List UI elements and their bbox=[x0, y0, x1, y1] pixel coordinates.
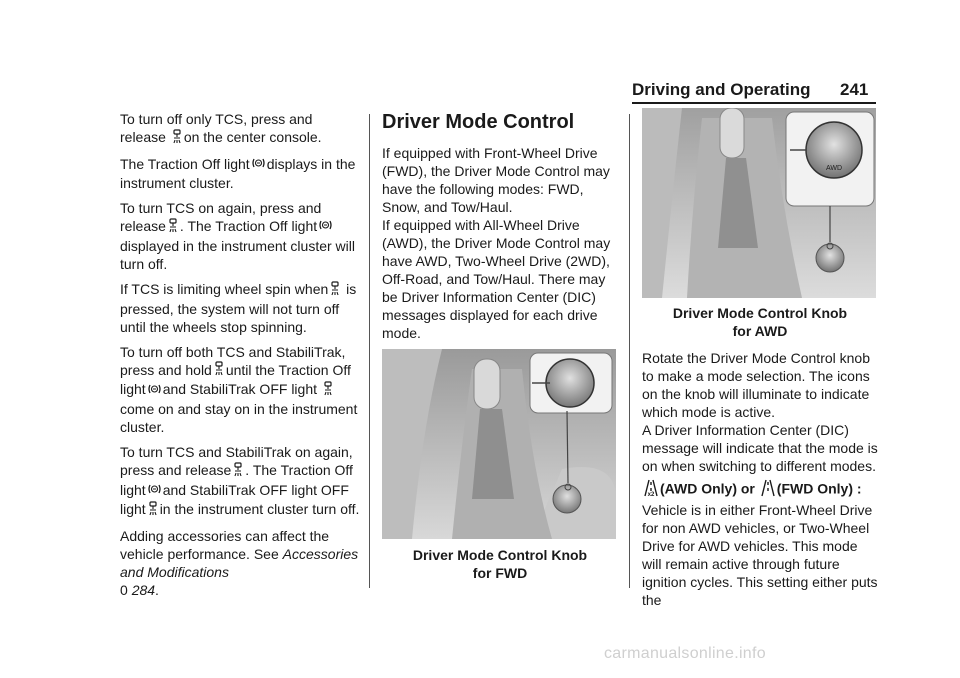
tcs-button-icon bbox=[214, 361, 224, 380]
tcs-button-icon bbox=[172, 129, 182, 148]
cross-reference-link[interactable]: Accessories and Modifications bbox=[120, 546, 359, 581]
knob-photo-awd bbox=[642, 108, 876, 298]
traction-off-light-icon bbox=[148, 382, 161, 400]
header-rule bbox=[632, 102, 876, 104]
road-x2-icon bbox=[644, 479, 658, 501]
traction-off-light-icon bbox=[252, 156, 265, 174]
knob-photo-fwd bbox=[382, 349, 616, 539]
column-right bbox=[642, 108, 878, 616]
column-middle bbox=[382, 108, 618, 582]
svg-text:x2: x2 bbox=[647, 492, 655, 497]
running-header bbox=[632, 80, 869, 100]
tcs-button-icon bbox=[168, 218, 178, 237]
paragraph-rotate-knob: Rotate the Driver Mode Control knob to make a mode selection. The icons on the knob will illuminate to indicate which mode is active. bbox=[642, 350, 870, 420]
paragraph-tcs-on: To turn TCS on again, press and release . The Traction Off light displayed in the instrument cluster will turn off. bbox=[120, 200, 355, 272]
paragraph-dic-message: A Driver Information Center (DIC) message will indicate that the mode is on when switching to different modes. bbox=[642, 422, 878, 474]
figure-caption-awd: Driver Mode Control Knob for AWD bbox=[672, 305, 848, 339]
page-number: 241 bbox=[840, 80, 869, 99]
column-left bbox=[120, 110, 360, 606]
paragraph-awd-fwd-mode: x2 (AWD Only) or (FWD Only) : Vehicle is in either Front-Wheel Drive for non AWD vehicles, or Two-Wheel Drive for AWD vehicles. This mode will remain active through future ignition cycles. This setting either puts the bbox=[642, 480, 878, 608]
traction-off-light-icon bbox=[148, 482, 161, 500]
knob-awd-label: AWD bbox=[825, 165, 843, 172]
paragraph-traction-light: The Traction Off light displays in the instrument cluster. bbox=[120, 155, 356, 192]
tcs-button-icon bbox=[233, 462, 243, 481]
figure-caption-fwd: Driver Mode Control Knob for FWD bbox=[412, 547, 588, 581]
paragraph-wheel-spin: If TCS is limiting wheel spin when is pressed, the system will not turn off until the wheels stop spinning. bbox=[120, 280, 357, 335]
header-title: Driving and Operating bbox=[632, 80, 811, 99]
paragraph-both-on: To turn TCS and StabiliTrak on again, press and release . The Traction Off light and StabiliTrak OFF light OFF light in the instrument cluster turn off. bbox=[120, 443, 360, 520]
road-icon bbox=[761, 479, 775, 501]
column-divider bbox=[369, 114, 370, 588]
paragraph-both-off: To turn off both TCS and StabiliTrak, press and hold until the Traction Off light and StabiliTrak OFF light come on and stay on in the instrument cluster. bbox=[120, 343, 358, 436]
paragraph-accessories: Adding accessories can affect the vehicle performance. See Accessories and Modifications 0 284. bbox=[120, 528, 359, 599]
paragraph-fwd-modes: If equipped with Front-Wheel Drive (FWD), the Driver Mode Control may have the following modes: FWD, Snow, and Tow/Haul. bbox=[382, 145, 610, 215]
watermark: carmanualsonline.info bbox=[604, 645, 766, 662]
cross-reference-page[interactable]: 284 bbox=[131, 582, 156, 599]
ref-arrow-icon: 0 bbox=[120, 582, 128, 599]
traction-off-light-icon bbox=[319, 218, 332, 236]
paragraph-awd-modes: If equipped with All-Wheel Drive (AWD), the Driver Mode Control may have AWD, Two-Wheel Drive (2WD), Off-Road, and Tow/Haul. There may be Driver Information Center (DIC) messages displayed for each drive mode. bbox=[382, 217, 611, 341]
section-heading: Driver Mode Control bbox=[382, 111, 575, 133]
tcs-button-icon bbox=[330, 281, 340, 300]
stabilitrak-off-icon bbox=[323, 381, 333, 400]
stabilitrak-off-icon bbox=[148, 501, 158, 520]
column-divider bbox=[629, 114, 630, 588]
paragraph-tcs-off: To turn off only TCS, press and release on the center console. bbox=[120, 110, 360, 148]
